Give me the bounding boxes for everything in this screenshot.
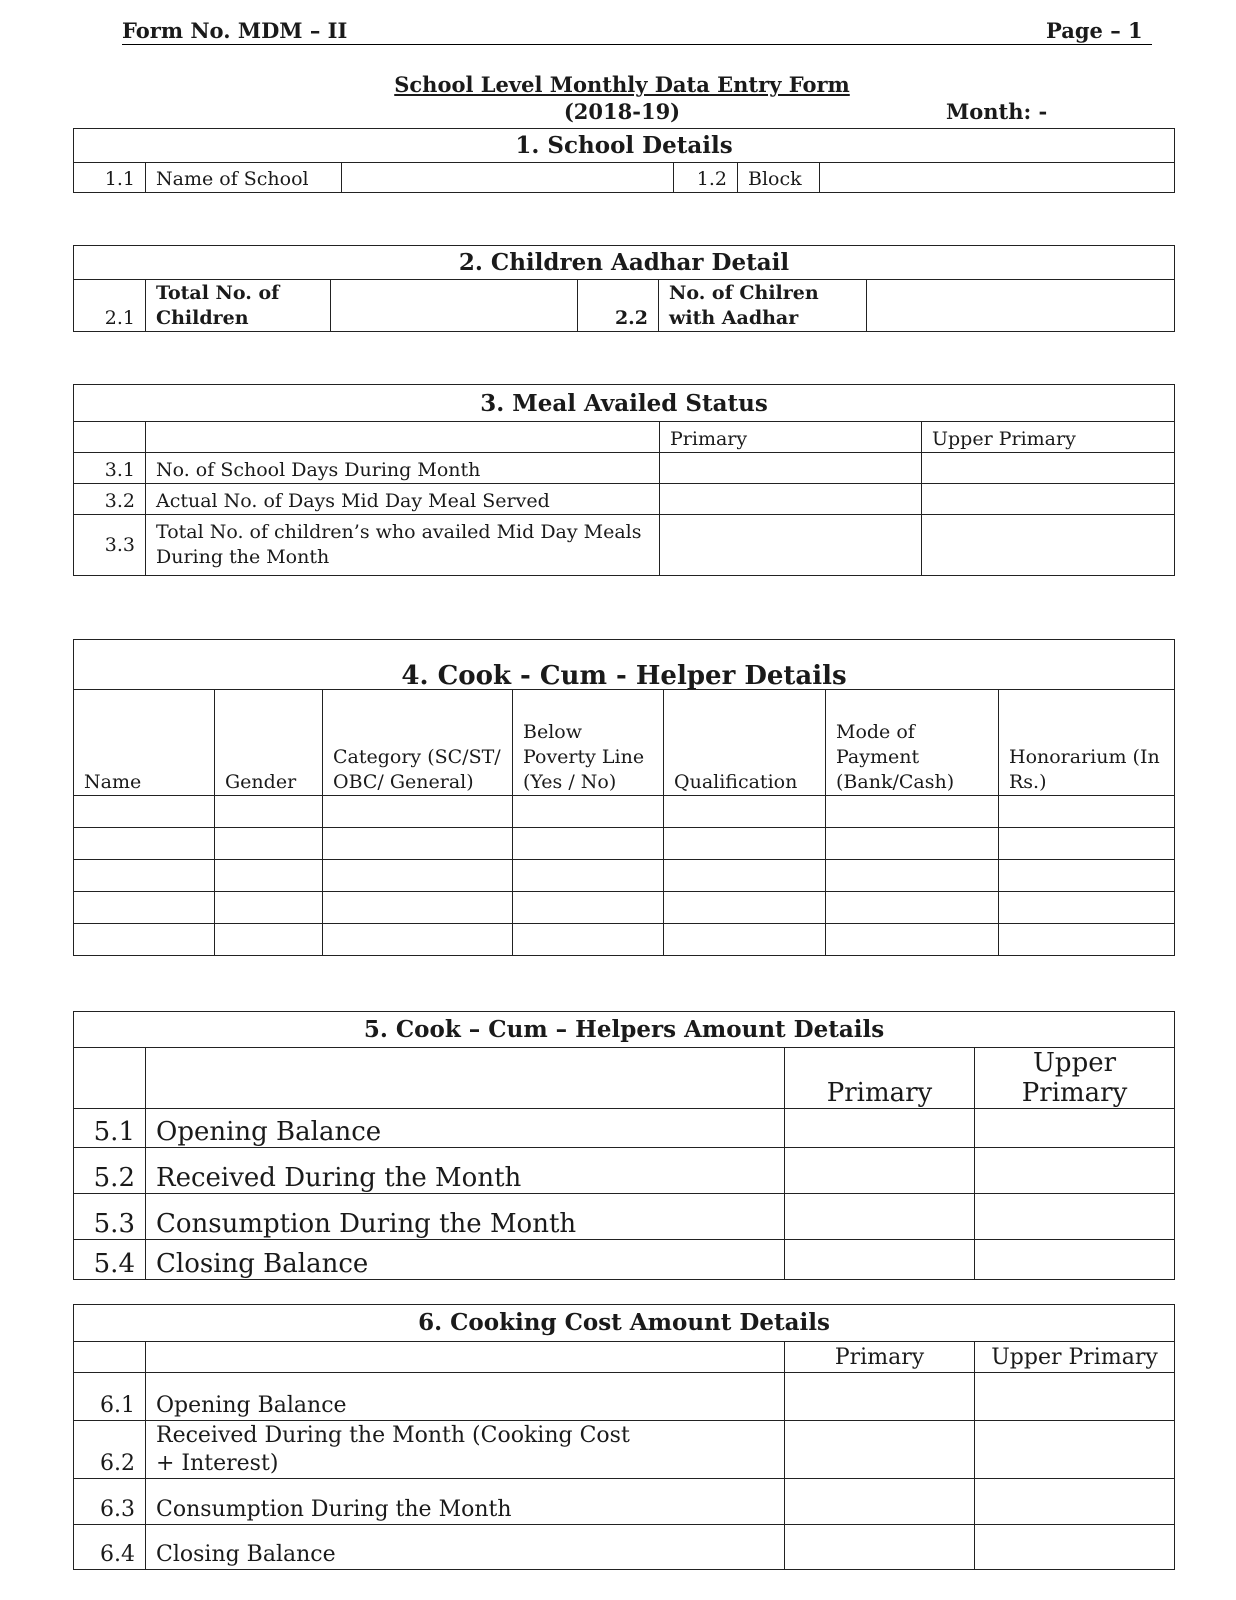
primary-field[interactable]	[660, 484, 922, 515]
row-label: Received During the Month	[146, 1148, 785, 1194]
row-number: 5.2	[74, 1148, 146, 1194]
column-header-bpl: Below Poverty Line (Yes / No)	[513, 690, 664, 796]
upper-primary-field[interactable]	[975, 1373, 1175, 1421]
table-cell[interactable]	[513, 860, 664, 892]
month-label: Month: -	[946, 99, 1048, 124]
primary-column-header: Primary	[785, 1048, 975, 1109]
table-cell[interactable]	[74, 828, 215, 860]
section-1-title: 1. School Details	[74, 129, 1175, 163]
table-row	[74, 796, 1175, 828]
table-cell[interactable]	[215, 924, 323, 956]
section-3-title: 3. Meal Availed Status	[74, 385, 1175, 422]
column-header-name: Name	[74, 690, 215, 796]
primary-field[interactable]	[785, 1421, 975, 1479]
school-details-table	[73, 128, 1175, 193]
school-name-label: Name of School	[146, 163, 342, 193]
cook-helper-details-table	[73, 639, 1175, 956]
upper-primary-field[interactable]	[975, 1194, 1175, 1240]
row-number: 3.3	[74, 515, 146, 576]
upper-primary-column-header: Upper Primary	[975, 1048, 1175, 1109]
table-cell[interactable]	[999, 796, 1175, 828]
table-cell[interactable]	[999, 924, 1175, 956]
primary-field[interactable]	[785, 1479, 975, 1525]
row-number: 5.4	[74, 1240, 146, 1280]
column-header-category: Category (SC/ST/ OBC/ General)	[323, 690, 513, 796]
table-cell[interactable]	[74, 860, 215, 892]
block-field[interactable]	[820, 163, 1175, 193]
meal-availed-table	[73, 384, 1175, 576]
row-number: 5.1	[74, 1109, 146, 1148]
table-cell[interactable]	[826, 796, 999, 828]
column-header-qualification: Qualification	[664, 690, 826, 796]
row-label: Received During the Month (Cooking Cost + Interest)	[146, 1421, 785, 1479]
row-label: Actual No. of Days Mid Day Meal Served	[146, 484, 660, 515]
row-label: Closing Balance	[146, 1525, 785, 1570]
school-name-field[interactable]	[342, 163, 674, 193]
primary-field[interactable]	[785, 1109, 975, 1148]
table-cell[interactable]	[664, 860, 826, 892]
row-label: Opening Balance	[146, 1373, 785, 1421]
table-cell[interactable]	[513, 924, 664, 956]
table-cell[interactable]	[323, 860, 513, 892]
primary-field[interactable]	[660, 515, 922, 576]
table-cell[interactable]	[826, 892, 999, 924]
children-with-aadhar-label: No. of Chilren with Aadhar	[659, 280, 867, 332]
row-label: Consumption During the Month	[146, 1479, 785, 1525]
row-label: Consumption During the Month	[146, 1194, 785, 1240]
upper-primary-field[interactable]	[922, 453, 1175, 484]
row-number: 2.2	[578, 280, 659, 332]
column-header-gender: Gender	[215, 690, 323, 796]
aadhar-detail-table	[73, 245, 1175, 332]
upper-primary-field[interactable]	[975, 1421, 1175, 1479]
children-with-aadhar-field[interactable]	[867, 280, 1175, 332]
table-cell[interactable]	[826, 924, 999, 956]
table-cell[interactable]	[664, 828, 826, 860]
row-number: 6.2	[74, 1421, 146, 1479]
table-cell[interactable]	[215, 892, 323, 924]
row-number: 1.1	[74, 163, 146, 193]
row-number: 1.2	[674, 163, 738, 193]
row-number: 6.4	[74, 1525, 146, 1570]
table-cell[interactable]	[323, 892, 513, 924]
row-label: Total No. of children’s who availed Mid Day Meals During the Month	[146, 515, 660, 576]
upper-primary-column-header: Upper Primary	[975, 1342, 1175, 1373]
table-cell[interactable]	[513, 892, 664, 924]
table-cell[interactable]	[323, 796, 513, 828]
row-number: 3.1	[74, 453, 146, 484]
row-number: 6.1	[74, 1373, 146, 1421]
primary-field[interactable]	[785, 1525, 975, 1570]
table-cell[interactable]	[513, 828, 664, 860]
table-cell[interactable]	[215, 860, 323, 892]
table-cell[interactable]	[826, 860, 999, 892]
primary-field[interactable]	[785, 1194, 975, 1240]
table-row	[74, 924, 1175, 956]
upper-primary-field[interactable]	[922, 515, 1175, 576]
table-cell[interactable]	[323, 924, 513, 956]
row-number: 3.2	[74, 484, 146, 515]
primary-field[interactable]	[660, 453, 922, 484]
upper-primary-field[interactable]	[975, 1109, 1175, 1148]
table-cell[interactable]	[999, 828, 1175, 860]
table-cell[interactable]	[74, 924, 215, 956]
primary-column-header: Primary	[785, 1342, 975, 1373]
primary-field[interactable]	[785, 1240, 975, 1280]
section-5-title: 5. Cook – Cum – Helpers Amount Details	[74, 1012, 1175, 1048]
block-label: Block	[738, 163, 820, 193]
table-cell[interactable]	[513, 796, 664, 828]
row-label: No. of School Days During Month	[146, 453, 660, 484]
table-cell[interactable]	[664, 924, 826, 956]
row-number: 5.3	[74, 1194, 146, 1240]
total-children-field[interactable]	[331, 280, 578, 332]
upper-primary-field[interactable]	[975, 1525, 1175, 1570]
form-number: Form No. MDM – II	[122, 18, 348, 43]
primary-field[interactable]	[785, 1373, 975, 1421]
primary-column-header: Primary	[660, 422, 922, 453]
upper-primary-field[interactable]	[975, 1148, 1175, 1194]
table-cell[interactable]	[664, 892, 826, 924]
upper-primary-field[interactable]	[975, 1240, 1175, 1280]
table-cell[interactable]	[74, 796, 215, 828]
row-label: Closing Balance	[146, 1240, 785, 1280]
header-rule	[122, 44, 1152, 45]
section-4-title: 4. Cook - Cum - Helper Details	[74, 640, 1175, 690]
column-header-honorarium: Honorarium (In Rs.)	[999, 690, 1175, 796]
cooking-cost-table	[73, 1304, 1175, 1570]
table-cell[interactable]	[999, 860, 1175, 892]
table-cell[interactable]	[826, 828, 999, 860]
table-row	[74, 892, 1175, 924]
row-number: 6.3	[74, 1479, 146, 1525]
table-cell[interactable]	[215, 828, 323, 860]
table-cell[interactable]	[323, 828, 513, 860]
table-cell[interactable]	[215, 796, 323, 828]
upper-primary-field[interactable]	[975, 1479, 1175, 1525]
table-cell[interactable]	[999, 892, 1175, 924]
helpers-amount-table	[73, 1011, 1175, 1280]
page-number: Page – 1	[1046, 18, 1143, 43]
upper-primary-field[interactable]	[922, 484, 1175, 515]
table-cell[interactable]	[664, 796, 826, 828]
total-children-label: Total No. of Children	[146, 280, 331, 332]
table-row	[74, 860, 1175, 892]
row-label: Opening Balance	[146, 1109, 785, 1148]
upper-primary-column-header: Upper Primary	[922, 422, 1175, 453]
table-row	[74, 828, 1175, 860]
table-cell[interactable]	[74, 892, 215, 924]
row-number: 2.1	[74, 280, 146, 332]
form-title: School Level Monthly Data Entry Form	[394, 72, 850, 97]
section-2-title: 2. Children Aadhar Detail	[74, 246, 1175, 280]
form-year: (2018-19)	[563, 99, 681, 124]
column-header-payment-mode: Mode of Payment (Bank/Cash)	[826, 690, 999, 796]
primary-field[interactable]	[785, 1148, 975, 1194]
section-6-title: 6. Cooking Cost Amount Details	[74, 1305, 1175, 1342]
